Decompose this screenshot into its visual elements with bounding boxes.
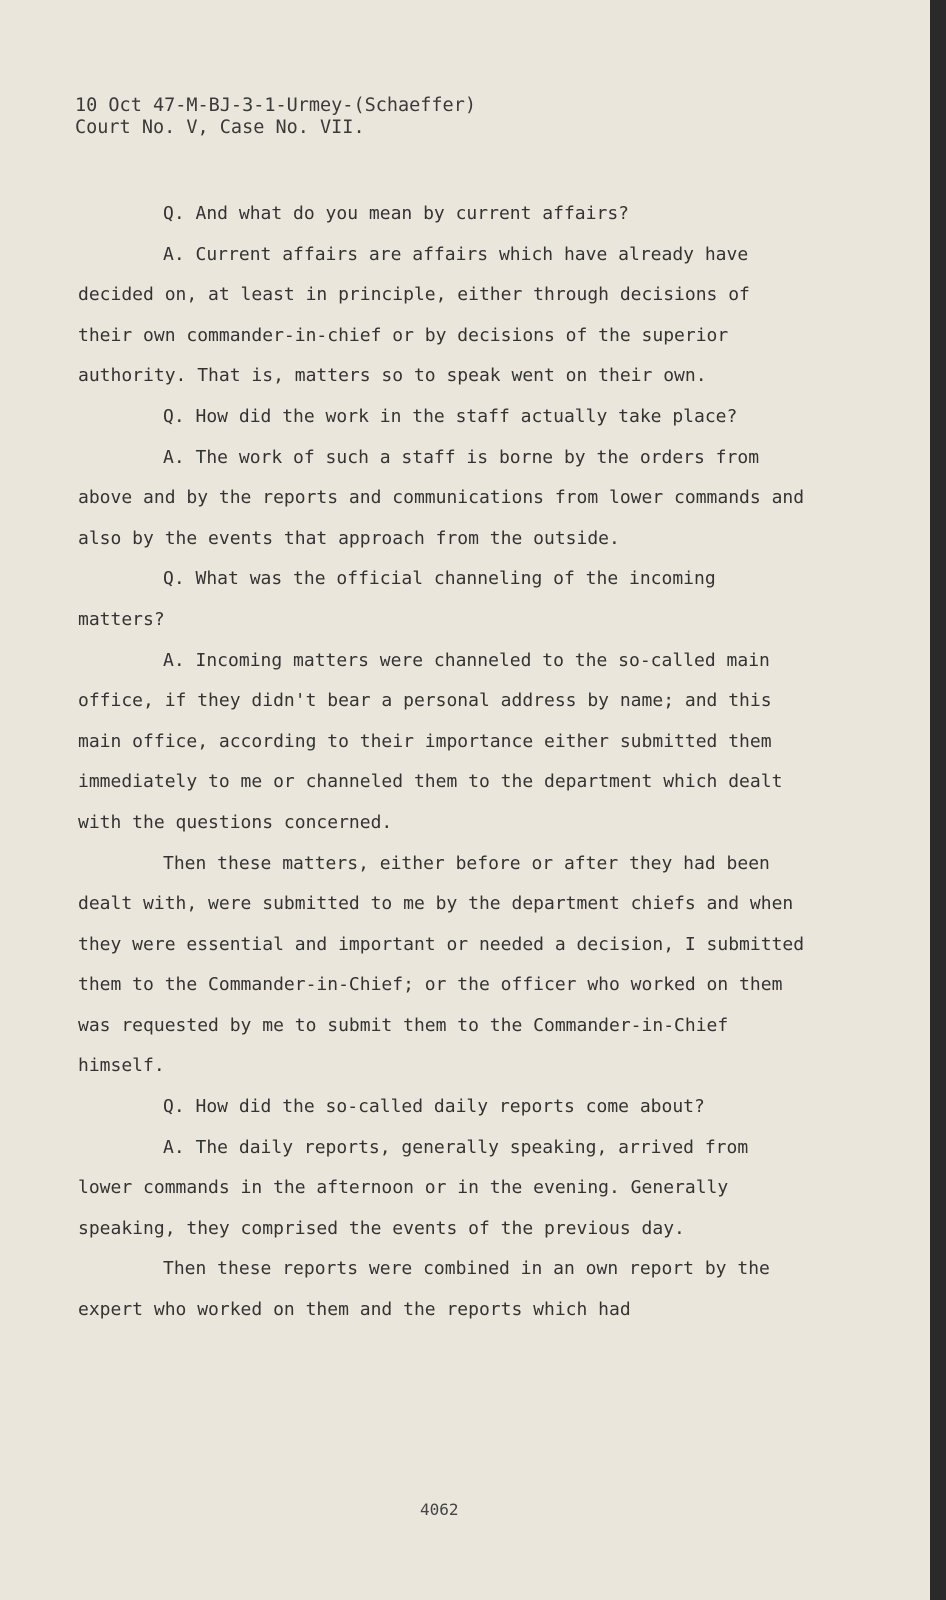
paragraph: Q. How did the so-called daily reports come about? (163, 1096, 705, 1118)
paragraph: Q. How did the work in the staff actually take place? (163, 405, 738, 427)
document-header (75, 95, 476, 139)
transcript-body (78, 194, 808, 1331)
paragraph: A. Current affairs are affairs which have already have decided on, at least in principle, either through decisions of their own commander-in-chief or by decisions of the superior authority. That is, matters so to speak went on their own. (78, 243, 750, 387)
paragraph: A. The daily reports, generally speaking, arrived from lower commands in the afternoon or in the evening. Generally speaking, they comprised the events of the previous day. (78, 1136, 749, 1239)
paragraph: A. The work of such a staff is borne by the orders from above and by the reports and communications from lower commands and also by the events that approach from the outside. (78, 446, 805, 549)
header-line-1: 10 Oct 47-M-BJ-3-1-Urmey-(Schaeffer) (75, 95, 476, 116)
header-line-2: Court No. V, Case No. VII. (75, 117, 365, 138)
paragraph: Q. What was the official channeling of the incoming matters? (78, 568, 716, 630)
paragraph: Then these reports were combined in an own report by the expert who worked on them and the reports which had (78, 1258, 770, 1321)
paragraph: A. Incoming matters were channeled to the so-called main office, if they didn't bear a personal address by name; and this main office, according to their importance either submitted them immediately to me or channeled them to the department which dealt with the questions concerned. (78, 649, 783, 833)
paragraph: Then these matters, either before or after they had been dealt with, were submitted to me by the department chiefs and when they were essential and important or needed a decision, I submitted them to the Commander-in-Chief; or the officer who worked on them was requested by me to submit them to the Commander-in-Chief himself. (78, 852, 805, 1077)
page-number: 4062 (420, 1500, 459, 1519)
paragraph: Q. And what do you mean by current affairs? (163, 203, 629, 224)
